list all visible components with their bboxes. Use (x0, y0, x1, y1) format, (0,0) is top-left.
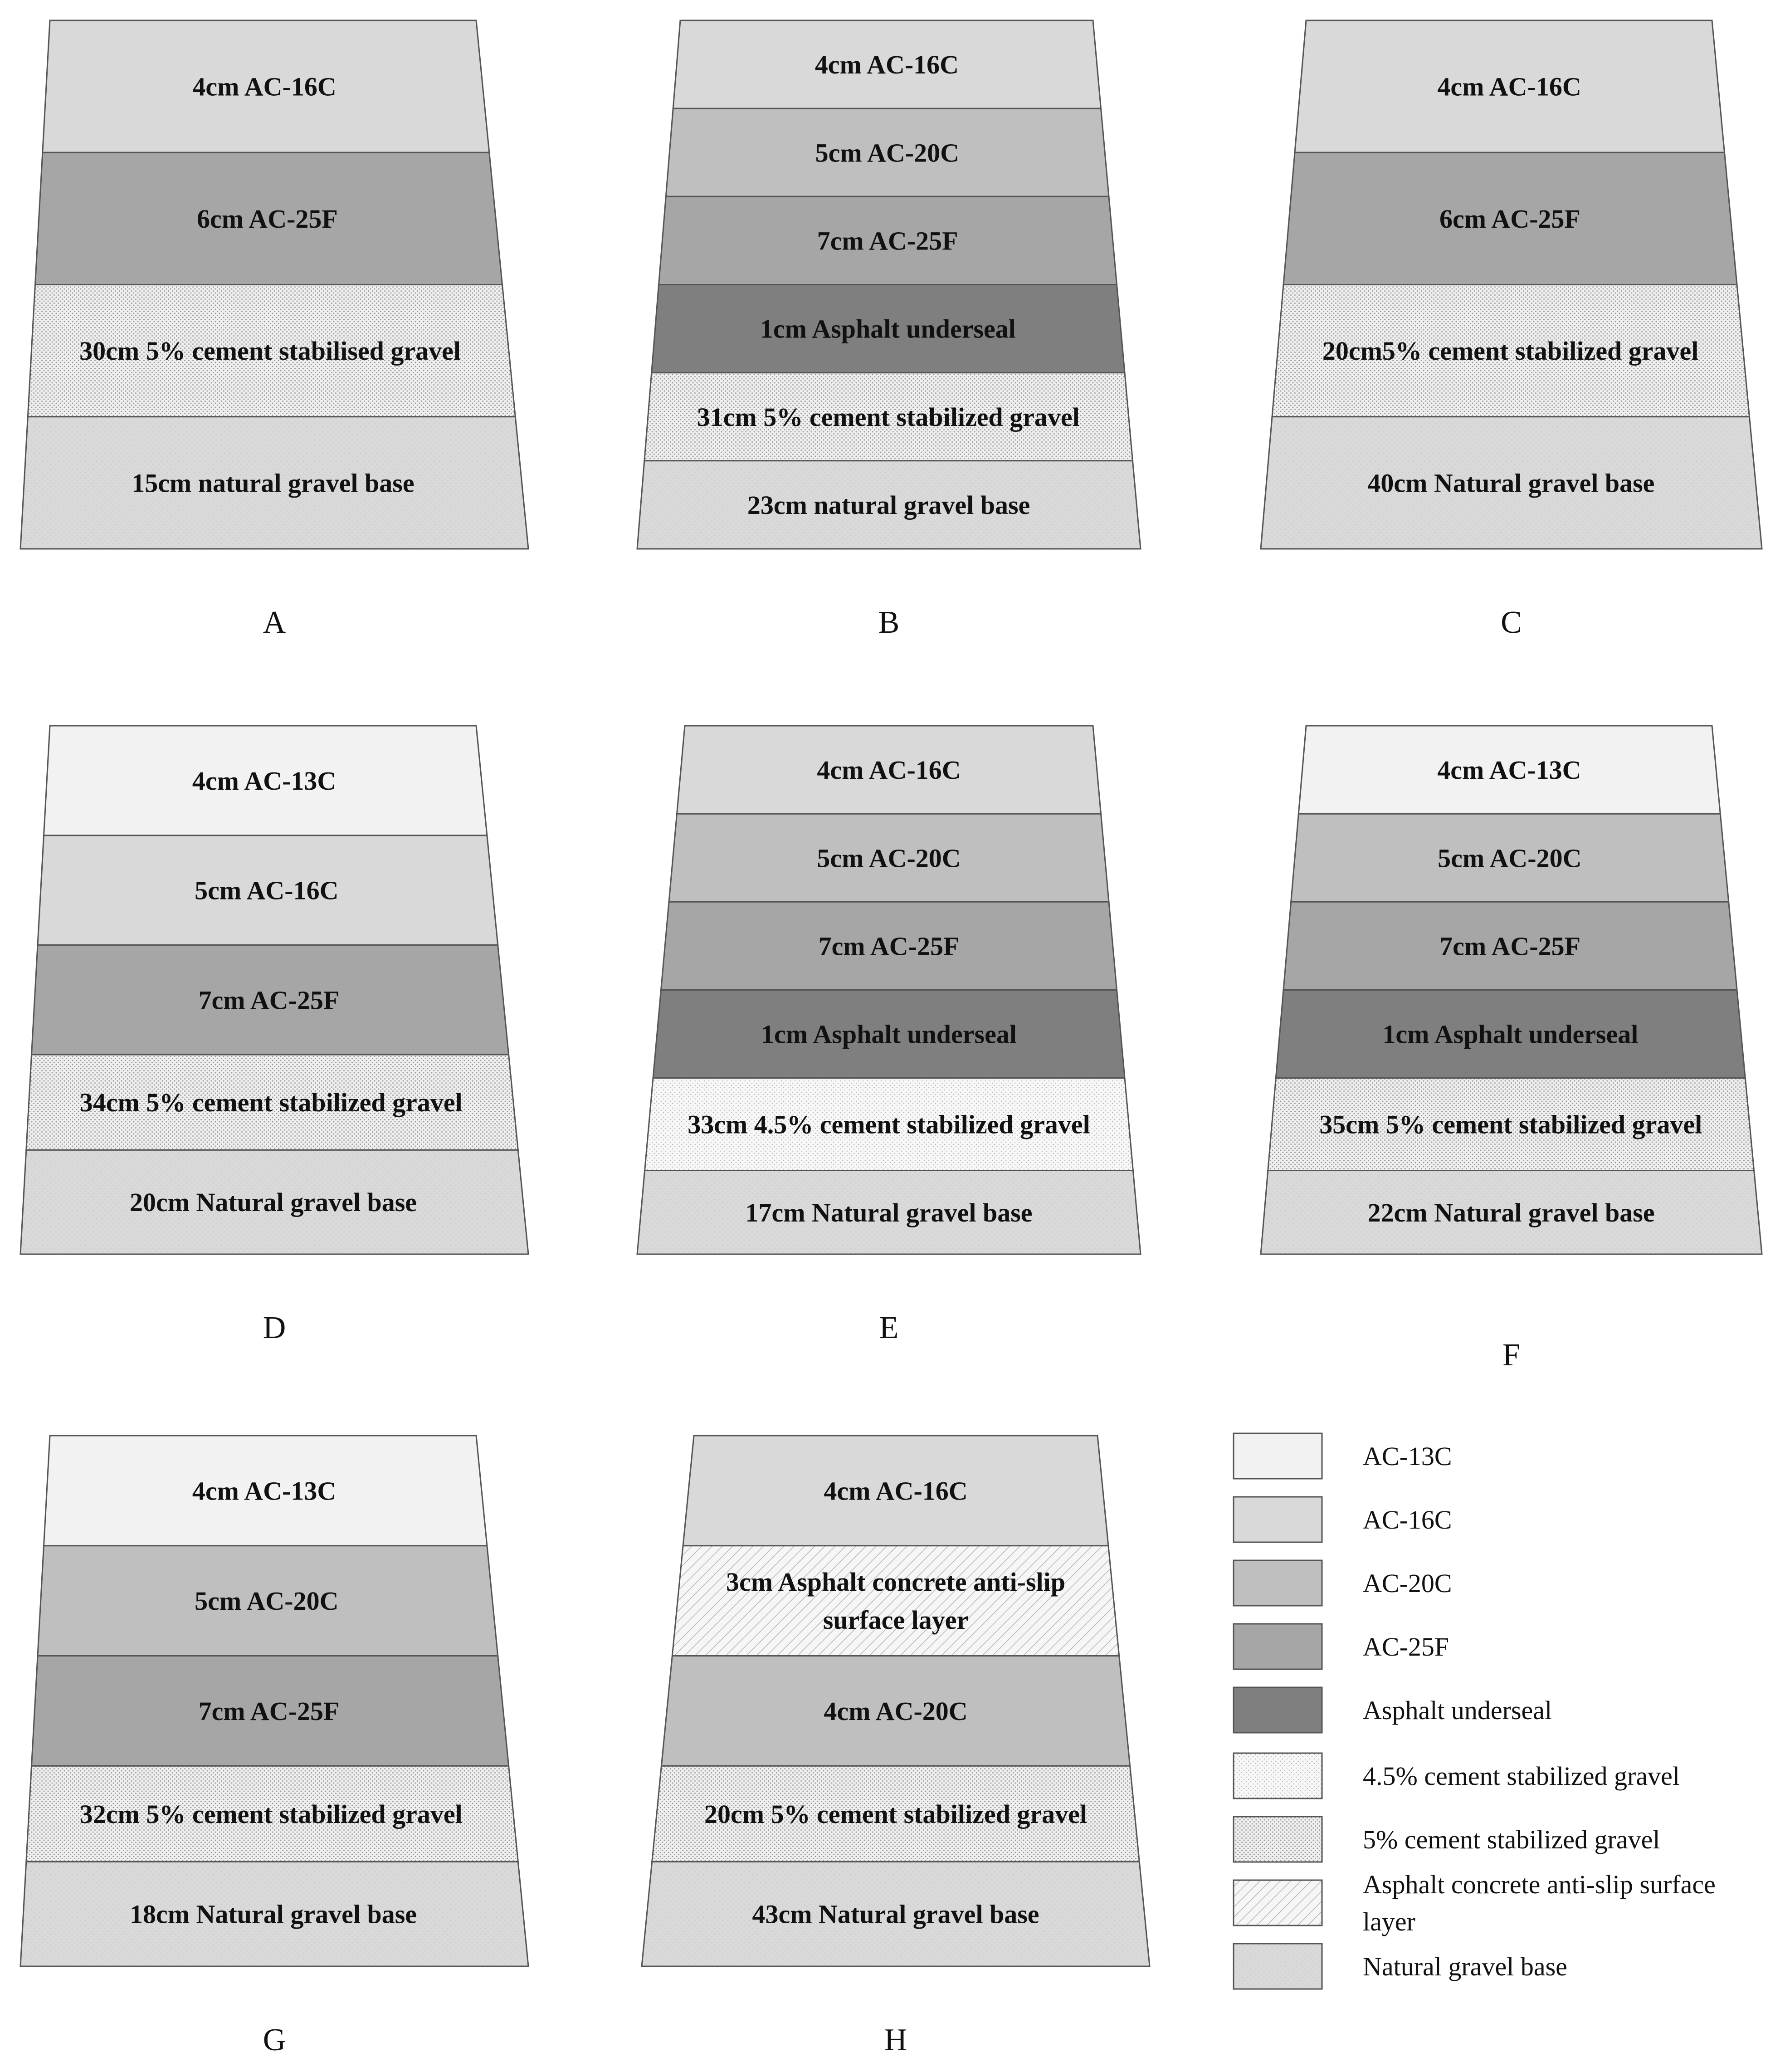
legend-label: Asphalt concrete anti-slip surface layer (1363, 1870, 1716, 1936)
layer-label: 4cm AC-16C (824, 1476, 968, 1506)
layer-label: 1cm Asphalt underseal (761, 1019, 1017, 1049)
layer-label: 7cm AC-25F (198, 985, 340, 1015)
layer-label: 35cm 5% cement stabilized gravel (1319, 1109, 1702, 1139)
section-caption: D (263, 1310, 286, 1345)
layer-antislip (672, 1546, 1119, 1656)
legend-swatch (1234, 1433, 1322, 1479)
legend-swatch (1234, 1944, 1322, 1989)
section-caption: G (263, 2023, 286, 2057)
layer-label: 33cm 4.5% cement stabilized gravel (688, 1109, 1090, 1139)
layer-label: 5cm AC-20C (195, 1586, 339, 1616)
layer-label: 20cm5% cement stabilized gravel (1322, 336, 1699, 366)
legend-label: 4.5% cement stabilized gravel (1363, 1761, 1680, 1791)
legend-item-ac16c (1234, 1497, 1452, 1542)
layer-label: 34cm 5% cement stabilized gravel (79, 1088, 463, 1118)
section-f (1261, 726, 1762, 1373)
layer-label: 5cm AC-20C (815, 138, 959, 168)
legend-swatch (1234, 1753, 1322, 1798)
layer-label: 43cm Natural gravel base (752, 1899, 1039, 1929)
layer-label: 7cm AC-25F (1439, 931, 1581, 961)
layer-label: 7cm AC-25F (198, 1696, 340, 1726)
layer-label: 23cm natural gravel base (747, 490, 1030, 520)
legend-item-underseal (1234, 1687, 1552, 1733)
layer-label: 3cm Asphalt concrete anti-slip surface layer (726, 1567, 1066, 1635)
legend-swatch (1234, 1497, 1322, 1542)
legend-label: Asphalt underseal (1363, 1696, 1552, 1725)
layer-label: 20cm Natural gravel base (129, 1187, 417, 1217)
section-caption: H (884, 2023, 907, 2057)
pavement-sections (20, 20, 1762, 2057)
layer-label: 4cm AC-16C (1437, 72, 1581, 102)
legend-swatch (1234, 1624, 1322, 1669)
layer-label: 6cm AC-25F (1439, 204, 1580, 234)
layer-label: 32cm 5% cement stabilized gravel (79, 1799, 463, 1829)
section-c (1261, 20, 1762, 640)
legend-label: AC-25F (1363, 1632, 1449, 1662)
legend-swatch (1234, 1817, 1322, 1862)
layer-label: 4cm AC-13C (192, 766, 337, 796)
legend-item-cement5 (1234, 1817, 1660, 1862)
layer-label: 4cm AC-13C (192, 1476, 337, 1506)
legend-swatch (1234, 1880, 1322, 1925)
layer-label: 22cm Natural gravel base (1367, 1197, 1655, 1227)
legend-label: Natural gravel base (1363, 1952, 1567, 1981)
layer-label: 1cm Asphalt underseal (1382, 1019, 1639, 1049)
layer-label: 5cm AC-16C (195, 875, 339, 905)
layer-label: 7cm AC-25F (817, 226, 958, 256)
section-d (20, 726, 528, 1345)
legend-item-antislip (1234, 1870, 1716, 1936)
section-caption: C (1501, 605, 1522, 640)
legend-label: AC-16C (1363, 1505, 1452, 1534)
layer-label: 5cm AC-20C (1438, 843, 1582, 873)
legend-label: 5% cement stabilized gravel (1363, 1825, 1660, 1854)
legend-swatch (1234, 1560, 1322, 1606)
section-b (637, 20, 1141, 640)
legend-label: AC-13C (1363, 1442, 1452, 1471)
legend-item-ac13c (1234, 1433, 1452, 1479)
section-a (20, 20, 528, 640)
section-caption: B (878, 605, 900, 640)
section-caption: F (1502, 1338, 1520, 1373)
legend-item-cement45 (1234, 1753, 1680, 1798)
layer-label: 20cm 5% cement stabilized gravel (704, 1799, 1088, 1829)
legend-swatch (1234, 1687, 1322, 1733)
layer-label: 4cm AC-16C (817, 755, 961, 785)
legend-label: AC-20C (1363, 1569, 1452, 1598)
layer-label: 17cm Natural gravel base (745, 1197, 1033, 1227)
layer-label: 30cm 5% cement stabilised gravel (79, 336, 461, 366)
layer-label: 1cm Asphalt underseal (760, 314, 1016, 344)
legend-item-ac20c (1234, 1560, 1452, 1606)
layer-label: 7cm AC-25F (818, 931, 960, 961)
layer-label: 6cm AC-25F (196, 204, 338, 234)
legend-item-natural (1234, 1944, 1567, 1989)
section-caption: A (263, 605, 286, 640)
layer-label: 40cm Natural gravel base (1367, 468, 1655, 498)
layer-label: 4cm AC-16C (192, 72, 337, 102)
layer-label: 4cm AC-13C (1437, 755, 1581, 785)
legend-item-ac25f (1234, 1624, 1449, 1669)
section-caption: E (879, 1310, 899, 1345)
layer-label: 4cm AC-20C (824, 1696, 968, 1726)
layer-label: 18cm Natural gravel base (129, 1899, 417, 1929)
layer-label: 31cm 5% cement stabilized gravel (697, 402, 1080, 432)
legend (1234, 1433, 1716, 1989)
section-g (20, 1436, 528, 2057)
section-h (642, 1436, 1150, 2057)
section-e (637, 726, 1141, 1345)
layer-label: 5cm AC-20C (817, 843, 961, 873)
layer-label: 4cm AC-16C (815, 50, 959, 80)
layer-label: 15cm natural gravel base (132, 468, 415, 498)
